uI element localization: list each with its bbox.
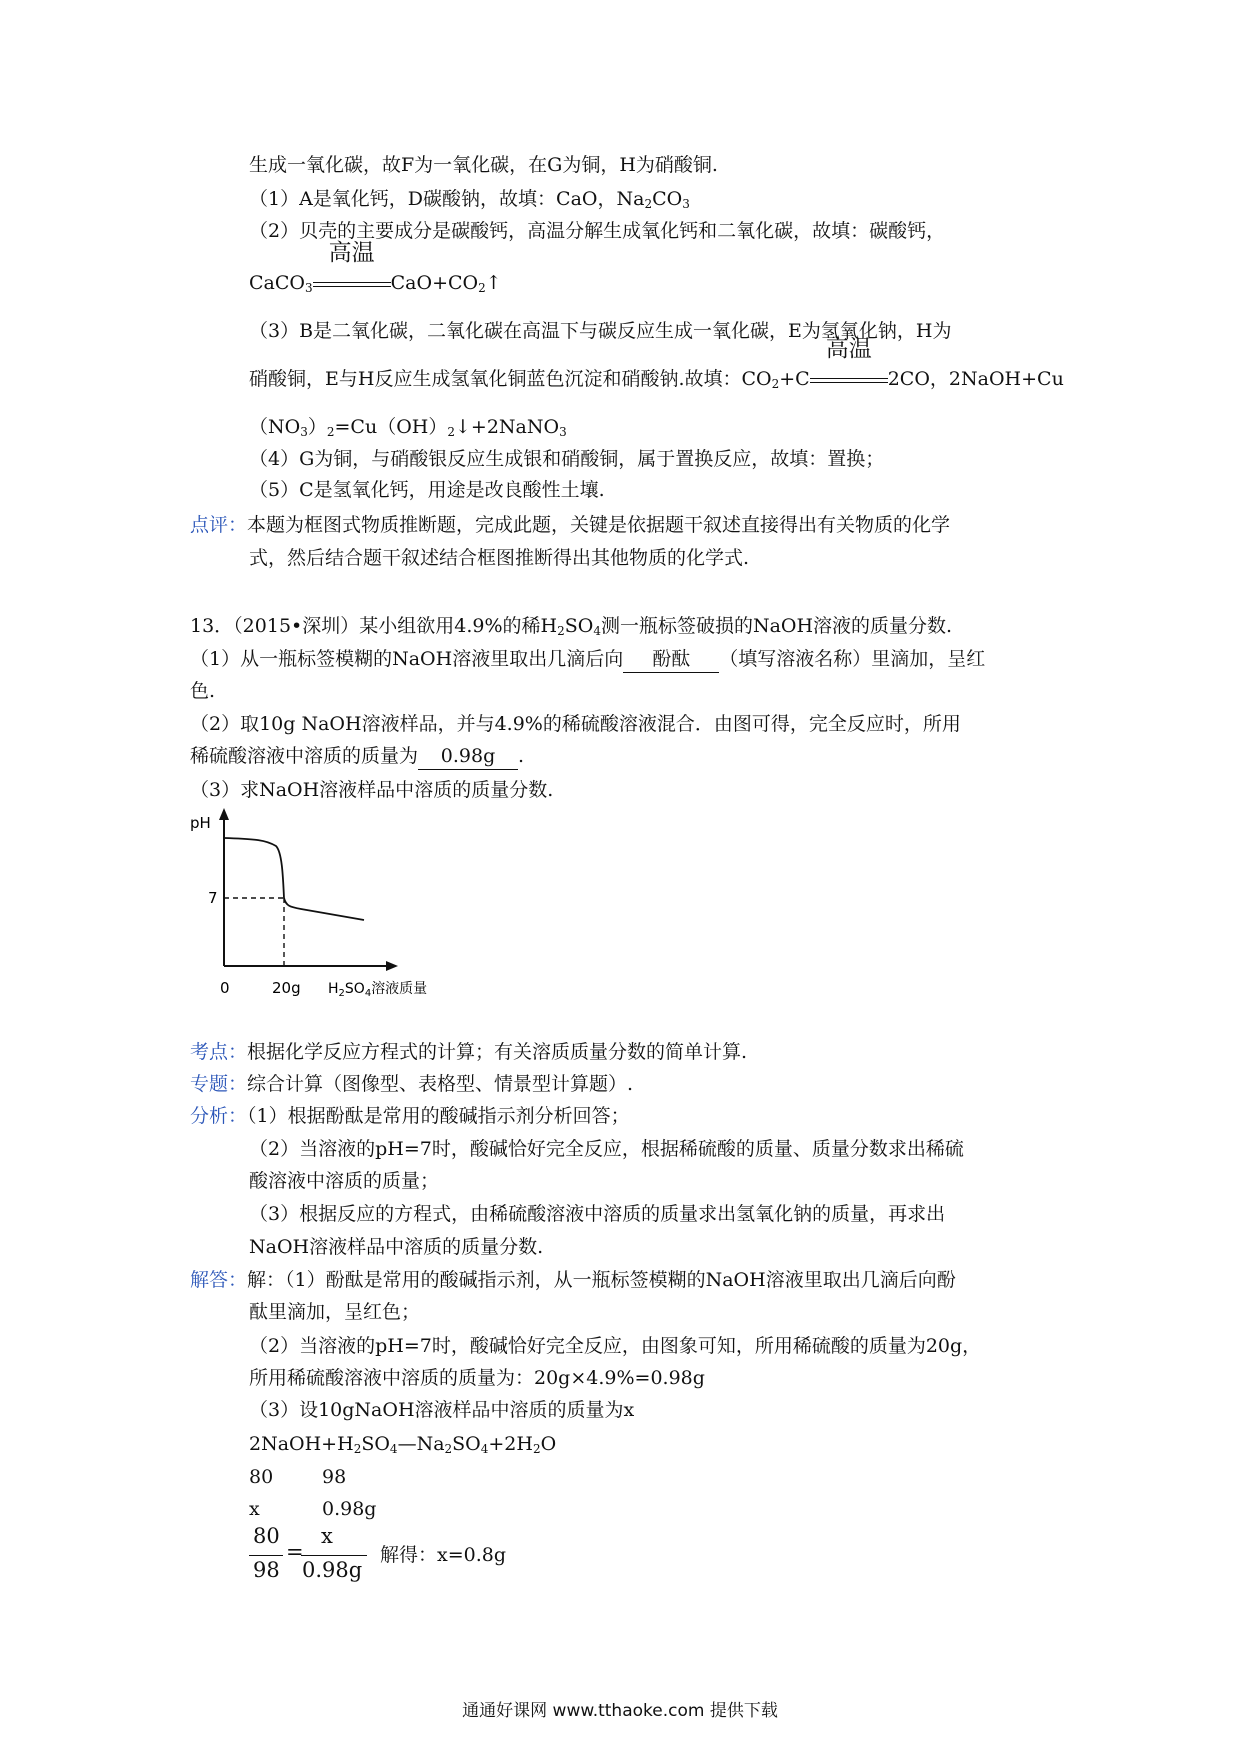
zhuanti-line: 专题：综合计算（图像型、表格型、情景型计算题）. — [190, 1073, 634, 1095]
x-axis-label: $H_2SO_4$溶液质量 — [328, 981, 428, 999]
y-tick-7: 7 — [208, 889, 218, 907]
answer-blank: 0.98g — [418, 743, 518, 770]
fenxi-label: 分析： — [190, 1105, 248, 1127]
mass-row: 80 — [249, 1466, 274, 1488]
question-part: （3）求NaOH溶液样品中溶质的质量分数. — [190, 779, 554, 801]
reaction-equation: $2NaOH+H_2SO_4—Na_2SO_4+2H_2O$ — [249, 1433, 557, 1456]
text-line: （2）贝壳的主要成分是碳酸钙，高温分解生成氧化钙和二氧化碳，故填：碳酸钙， — [249, 220, 946, 242]
jieda-label: 解答： — [190, 1269, 248, 1291]
equation-line: CaCO$_3$ 高温 $CaO+CO_2↑$ — [249, 240, 502, 295]
fraction-numerator: x — [321, 1524, 333, 1548]
text-line: 所用稀硫酸溶液中溶质的质量为：20g×4.9%=0.98g — [249, 1367, 705, 1389]
footer-watermark: 通通好课网 www.tthaoke.com 提供下载 — [462, 1701, 778, 1721]
question-part: 稀硫酸溶液中溶质的质量为 0.98g . — [190, 743, 524, 770]
text-line: （1）A是氧化钙，D碳酸钠，故填：CaO，$Na_2CO_3$ — [249, 188, 690, 211]
mass-row: 0.98g — [322, 1498, 377, 1520]
fraction-denominator: 98 — [253, 1558, 280, 1582]
question-title: 13．（2015•深圳）某小组欲用4.9%的稀$H_2SO_4$测一瓶标签破损的NaOH溶液的质量分数. — [190, 615, 953, 638]
kaodian-line: 考点：根据化学反应方程式的计算；有关溶质质量分数的简单计算. — [190, 1041, 748, 1063]
mass-row: x — [249, 1498, 260, 1520]
fenxi-line: 分析：（1）根据酚酞是常用的酸碱指示剂分析回答； — [190, 1105, 630, 1127]
text-line: NaOH溶液样品中溶质的质量分数. — [249, 1236, 544, 1258]
text-line: （3）根据反应的方程式，由稀硫酸溶液中溶质的质量求出氢氧化钠的质量，再求出 — [249, 1203, 946, 1225]
high-temp-condition: 高温 — [810, 366, 888, 392]
question-part: （1）从一瓶标签模糊的NaOH溶液里取出几滴后向 酚酞 （填写溶液名称）里滴加，呈红 — [190, 646, 985, 673]
fraction-denominator: 0.98g — [302, 1558, 363, 1582]
mass-row: 98 — [322, 1466, 347, 1488]
text-line: $(NO_3)_2=Cu(OH)_2↓+2NaNO_3$ — [249, 416, 567, 439]
equation-line: 硝酸铜，E与H反应生成氢氧化铜蓝色沉淀和硝酸钠.故填：$CO_2+C$ 高温 2CO，2NaOH+Cu — [249, 336, 1064, 391]
high-temp-condition: 高温 — [313, 270, 391, 296]
question-part: （2）取10g NaOH溶液样品，并与4.9%的稀硫酸溶液混合．由图可得，完全反应时，所用 — [190, 713, 961, 735]
answer-blank: 酚酞 — [623, 646, 719, 673]
comment-label: 点评： — [190, 514, 248, 536]
text-line: 色. — [190, 680, 216, 702]
fraction-bar — [301, 1555, 367, 1556]
text-line: （2）当溶液的pH=7时，酸碱恰好完全反应，由图象可知，所用稀硫酸的质量为20g， — [249, 1335, 982, 1357]
text-line: 酸溶液中溶质的质量； — [249, 1170, 440, 1192]
y-axis-arrow — [219, 808, 229, 820]
kaodian-label: 考点： — [190, 1041, 248, 1063]
text-line: 生成一氧化碳，故F为一氧化碳，在G为铜，H为硝酸铜. — [249, 154, 718, 176]
text-line: （2）当溶液的pH=7时，酸碱恰好完全反应，根据稀硫酸的质量、质量分数求出稀硫 — [249, 1138, 964, 1160]
text-line: （3）设10gNaOH溶液样品中溶质的质量为x — [249, 1399, 635, 1421]
fraction-numerator: 80 — [253, 1524, 280, 1548]
text-line: 式，然后结合题干叙述结合框图推断得出其他物质的化学式. — [249, 547, 750, 569]
x-tick-20g: 20g — [272, 979, 301, 997]
text-line: （4）G为铜，与硝酸银反应生成银和硝酸铜，属于置换反应，故填：置换； — [249, 448, 885, 470]
text-line: （5）C是氢氧化钙，用途是改良酸性土壤. — [249, 479, 605, 501]
fraction-bar — [249, 1555, 283, 1556]
comment-line: 点评：本题为框图式物质推断题，完成此题，关键是依据题干叙述直接得出有关物质的化学 — [190, 514, 951, 536]
proportion-fraction — [249, 1524, 369, 1594]
jieda-line: 解答：解：（1）酚酞是常用的酸碱指示剂，从一瓶标签模糊的NaOH溶液里取出几滴后向酚 — [190, 1269, 956, 1291]
zhuanti-label: 专题： — [190, 1073, 248, 1095]
text-line: （3）B是二氧化碳，二氧化碳在高温下与碳反应生成一氧化碳，E为氢氧化钠，H为 — [249, 320, 952, 342]
ph-curve — [224, 838, 364, 920]
x-origin-label: 0 — [220, 979, 230, 997]
equals-sign: = — [286, 1540, 304, 1564]
text-line: 酞里滴加，呈红色； — [249, 1301, 421, 1323]
x-axis-arrow — [386, 961, 398, 971]
solution-result: 解得：x=0.8g — [380, 1544, 507, 1566]
y-axis-label: pH — [190, 814, 211, 832]
ph-graph — [186, 806, 446, 1006]
